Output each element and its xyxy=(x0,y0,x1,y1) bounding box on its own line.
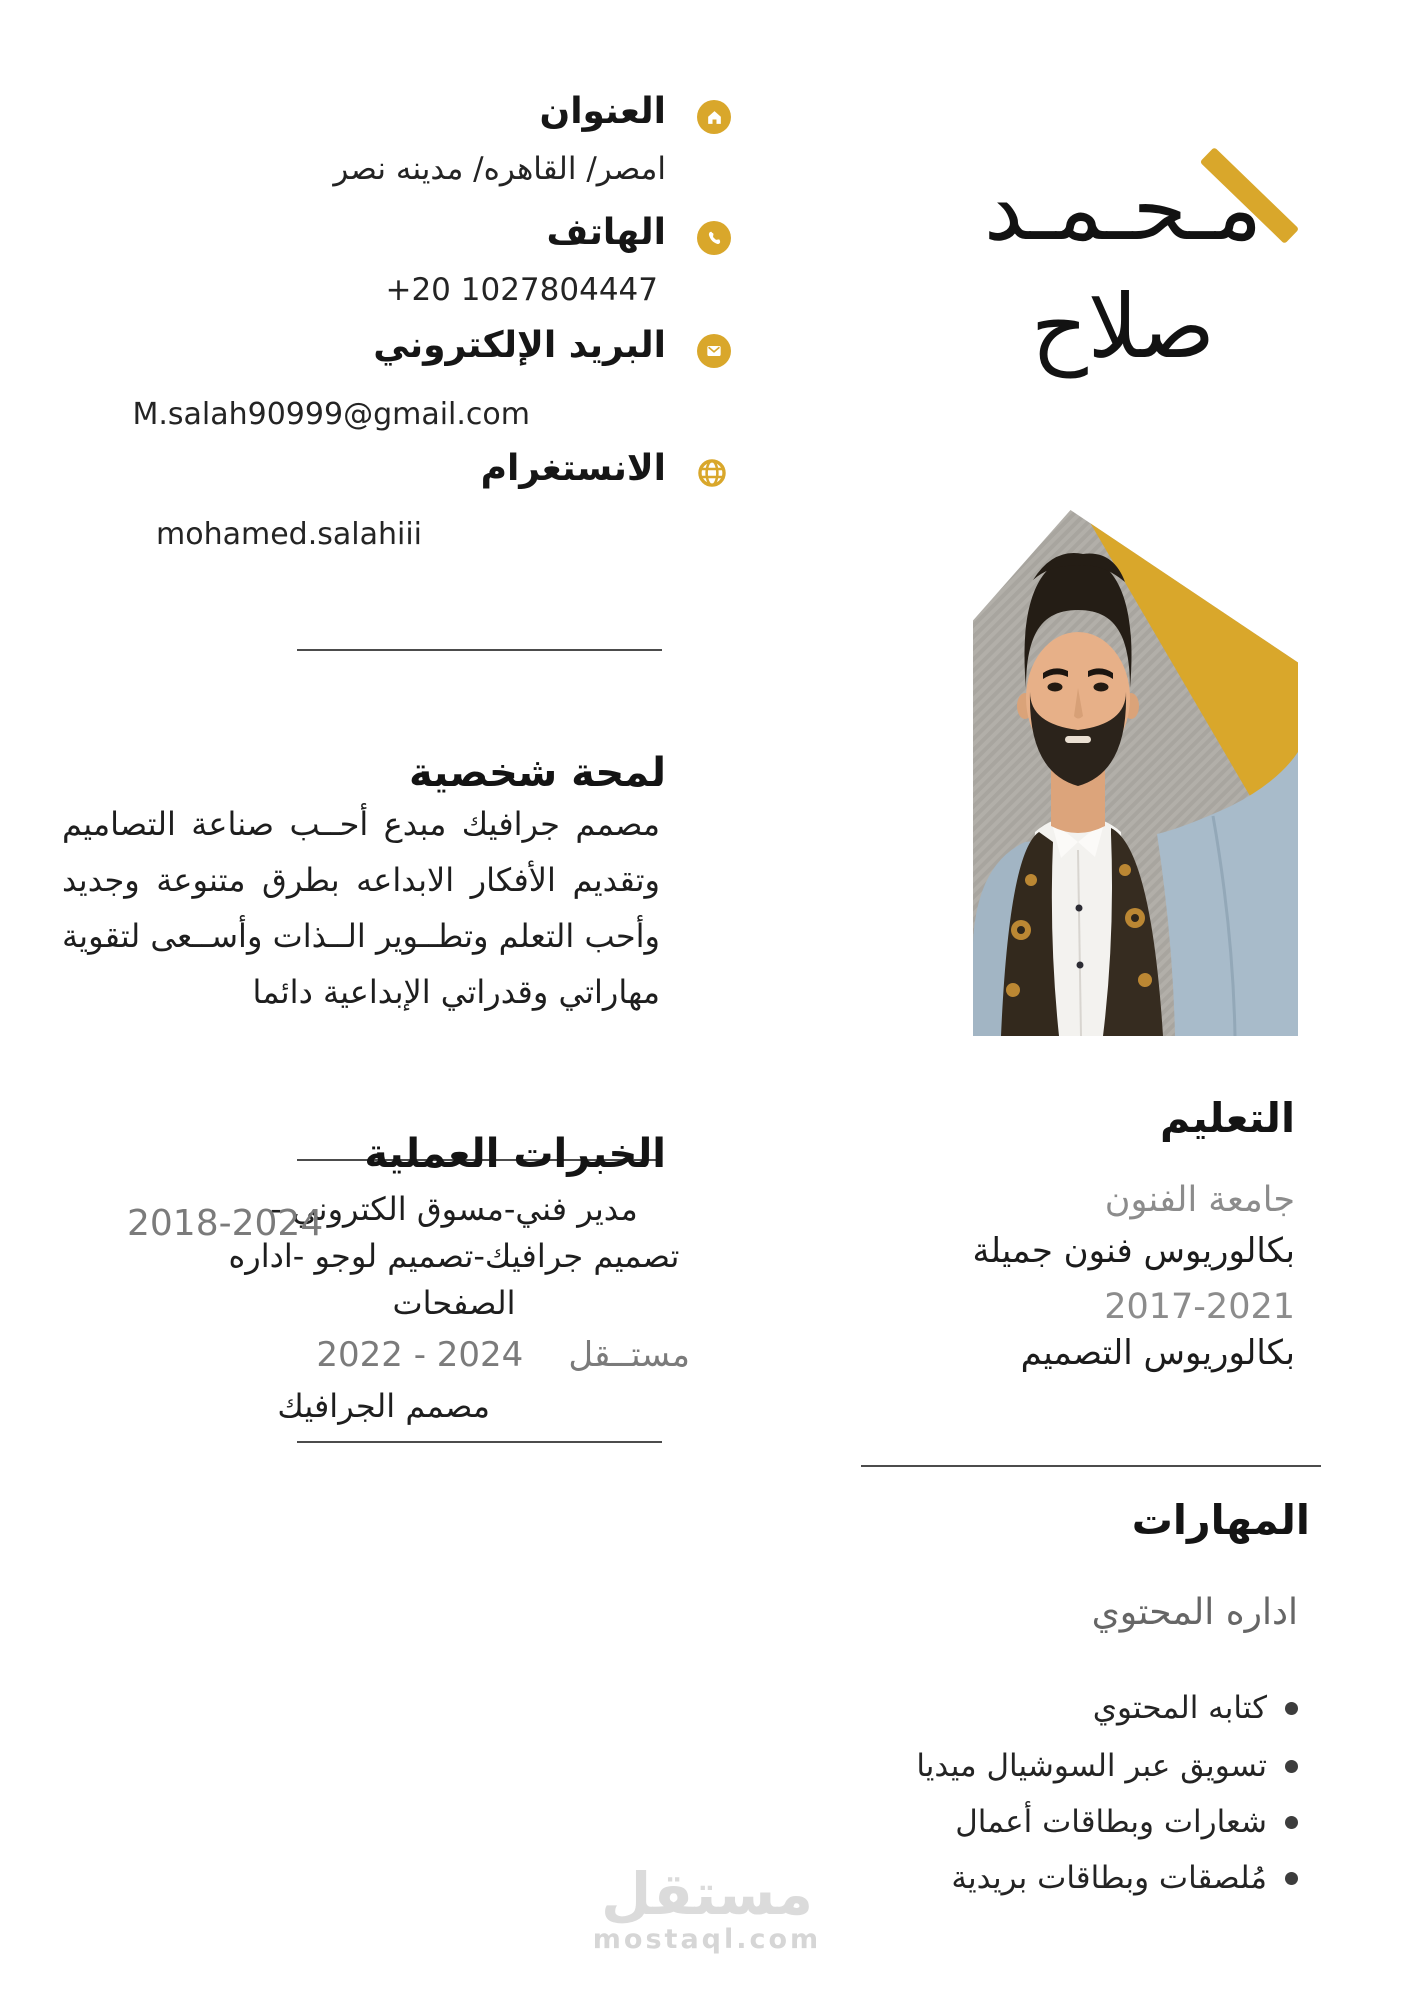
profile-heading: لمحة شخصية xyxy=(408,750,666,796)
skill-label: شعارات وبطاقات أعمال xyxy=(955,1804,1267,1840)
phone-value: +20 1027804447 xyxy=(385,272,658,308)
skill-label: كتابه المحتوي xyxy=(1092,1690,1267,1726)
education-years: 2017-2021 xyxy=(1104,1287,1295,1327)
name-last: صلاح xyxy=(1030,275,1216,378)
skills-subtitle: اداره المحتوي xyxy=(1091,1592,1298,1633)
job-company-row xyxy=(316,1335,690,1375)
instagram-label: الانستغرام xyxy=(480,448,666,489)
profile-text: مصمم جرافيك مبدع أحــب صناعة التصاميم وتقديم الأفكار الابداعه بطرق متنوعة وجديد وأحب التعلم وتطــوير الــذات وأســعى لتقوية مهاراتي وقدراتي الإبداعية دائما xyxy=(62,805,660,1011)
divider xyxy=(297,649,662,651)
profile-photo xyxy=(973,510,1298,1036)
email-value: M.salah90999@gmail.com xyxy=(132,397,530,432)
job-company: مستــقل xyxy=(568,1335,690,1375)
skill-item xyxy=(916,1748,1298,1784)
watermark-logo: مستقل xyxy=(600,1860,814,1928)
bullet-dot-icon xyxy=(1285,1702,1298,1715)
mail-icon xyxy=(697,334,731,368)
experience-heading: الخبرات العملية xyxy=(364,1131,666,1177)
home-icon xyxy=(697,100,731,134)
education-school: جامعة الفنون xyxy=(1104,1180,1295,1220)
bullet-dot-icon xyxy=(1285,1760,1298,1773)
name-first: مـحـمـد xyxy=(983,157,1263,260)
skill-label: مُلصقات وبطاقات بريدية xyxy=(951,1860,1267,1896)
address-value: امصر/ القاهره/ مدينه نصر xyxy=(333,151,666,187)
skills-heading: المهارات xyxy=(1131,1496,1310,1544)
job-title: مدير فني-مسوق الكتروني - تصميم جرافيك-تصميم لوجو -اداره الصفحات xyxy=(228,1190,680,1322)
education-degree: بكالوريوس فنون جميلة xyxy=(972,1231,1295,1271)
job-date: 2022 - 2024 xyxy=(316,1335,524,1375)
skill-item xyxy=(1093,1690,1298,1726)
job-date: 2018-2024 xyxy=(127,1203,324,1244)
education-degree: بكالوريوس التصميم xyxy=(1020,1333,1295,1373)
email-label: البريد الإلكتروني xyxy=(373,325,666,366)
phone-label: الهاتف xyxy=(546,212,666,253)
education-heading: التعليم xyxy=(1160,1094,1295,1142)
skill-label: تسويق عبر السوشيال ميديا xyxy=(916,1748,1267,1784)
bullet-dot-icon xyxy=(1285,1816,1298,1829)
address-label: العنوان xyxy=(539,91,666,132)
job-role: مصمم الجرافيك xyxy=(277,1387,490,1425)
phone-icon xyxy=(697,221,731,255)
person-name xyxy=(948,150,1298,386)
instagram-value: mohamed.salahiii xyxy=(156,517,422,552)
divider xyxy=(297,1441,662,1443)
watermark-domain: mostaql.com xyxy=(592,1924,822,1955)
divider xyxy=(861,1465,1321,1467)
globe-icon xyxy=(695,456,729,490)
skill-item xyxy=(955,1804,1298,1840)
